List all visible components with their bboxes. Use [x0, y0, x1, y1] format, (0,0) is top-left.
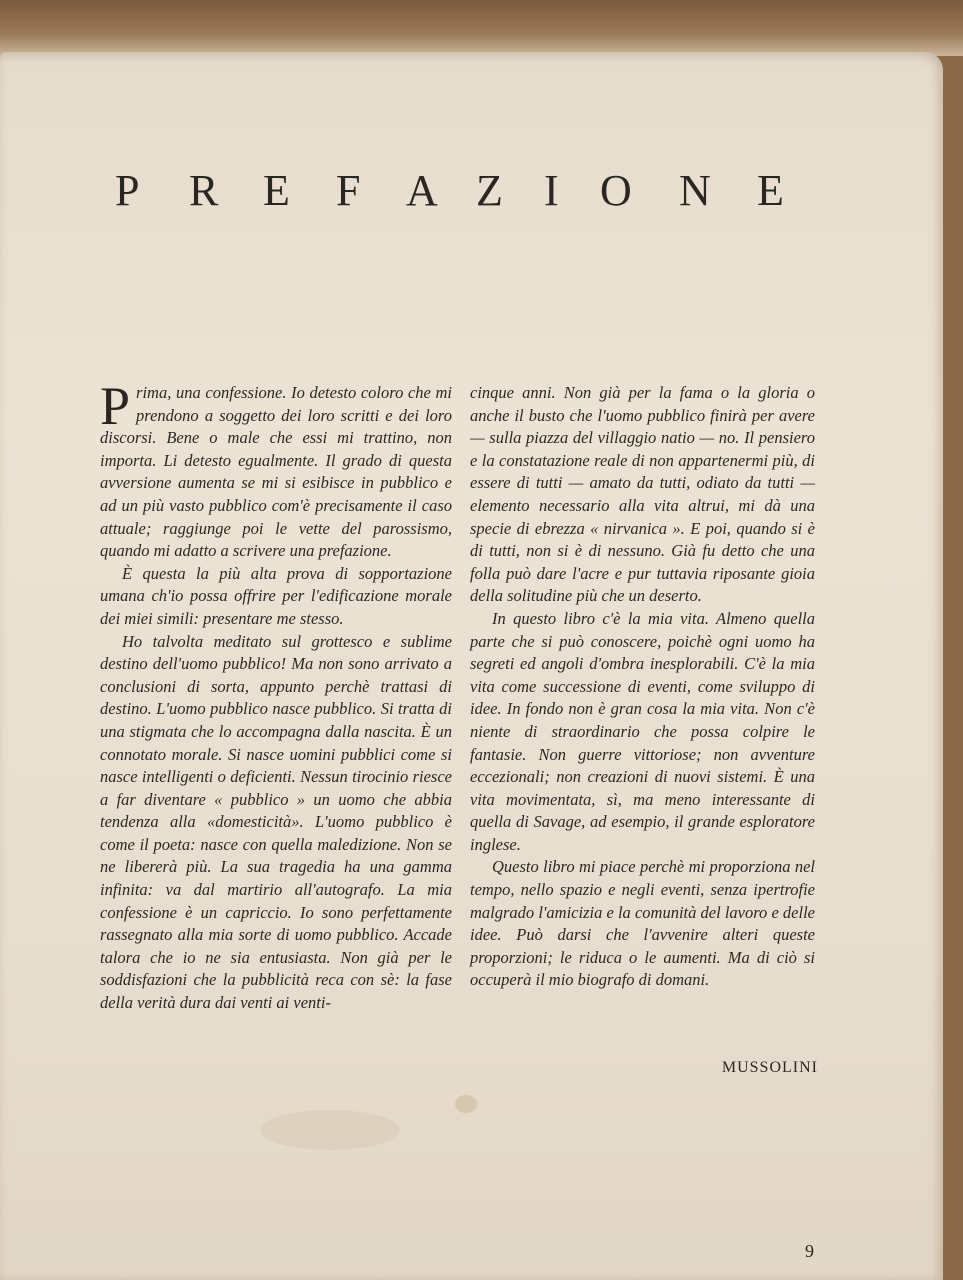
author-signature: MUSSOLINI: [721, 1059, 818, 1076]
title-letter: O: [600, 166, 632, 215]
page-number: 9: [805, 1241, 814, 1261]
paragraph: Ho talvolta meditato sul grottesco e sublime destino dell'uomo pubblico! Ma non sono arrivato a conclusioni di sorta, appunto perchè trattasi di destino. L'uomo pubblico nasce pubblico. Si tratta di una stigmata che lo accompagna dalla nascita. È un connotato morale. Si nasce uomini pubblici come si nasce intelligenti o deficienti. Nessun tirocinio riesce a far diventare « pubblico » un uomo che abbia tendenza alla «domesticità». L'uomo pubblico è come il poeta: nasce con quella maledizione. Non se ne libererà più. La sua tragedia ha una gamma infinita: va dal martirio all'autografo. La mia confessione è un capriccio. Io sono perfettamente rassegnato alla mia sorte di uomo pubblico. Accade talora che io ne sia entusiasta. Non già per le soddisfazioni che la pubblicità reca con sè: la fase della verità dura dai venti ai venti-: [100, 631, 452, 1013]
paragraph: In questo libro c'è la mia vita. Almeno quella parte che si può conoscere, poichè ogni uomo ha segreti ed angoli d'ombra inesplorabili. C'è la mia vita come successione di eventi, come sviluppo di idee. In fondo non è gran cosa la mia vita. Non c'è niente di straordinario che possa colpire le fantasie. Non guerre vittoriose; non avventure eccezionali; non creazioni di nuovi sistemi. È una vita movimentata, sì, ma meno interessante di quella di Savage, ad esempio, il grande esploratore inglese.: [470, 608, 815, 854]
left-column: [100, 376, 452, 1015]
paragraph-text: rima, una confessione. Io detesto coloro che mi prendono a soggetto dei loro scritti e dei loro discorsi. Bene o male che essi mi trattino, non importa. Li detesto egualmente. Il grado di questa avversione aumenta se mi si esibisce in pubblico e ad un più vasto pubblico com'è precisamente il caso attuale; raggiunge poi le vette del parossismo, quando mi adatto a scrivere una prefazione.: [100, 383, 452, 561]
stain: [260, 1110, 400, 1150]
drop-cap: P: [100, 376, 131, 436]
paragraph: [100, 376, 452, 563]
title-letter: E: [757, 166, 784, 215]
title-letter: R: [189, 166, 219, 215]
book-edge: [0, 0, 963, 56]
title-letter: I: [544, 166, 559, 215]
paragraph: Questo libro mi piace perchè mi proporziona nel tempo, nello spazio e negli eventi, senza ipertrofie malgrado l'amicizia e la comunità del lavoro e delle idee. Può darsi che l'avvenire alteri queste proporzioni; le riduca o le aumenti. Ma di ciò si occuperà il mio biografo di domani.: [470, 857, 815, 990]
title-letter: A: [406, 166, 438, 215]
right-column: [470, 382, 815, 992]
stain: [455, 1095, 477, 1113]
paragraph: cinque anni. Non già per la fama o la gloria o anche il busto che l'uomo pubblico finirà per avere — sulla piazza del villaggio natio — no. Il pensiero e la constatazione reale di non appartenermi più, di essere di tutti — amato da tutti, odiato da tutti — elemento necessario alla vita altrui, mi dà una specie di ebrezza « nirvanica ». E poi, quando si è di tutti, non si è di nessuno. Già fu detto che una folla può dare l'acre e pur tuttavia riposante gioia della solitudine più che un deserto.: [470, 383, 815, 606]
title-letter: E: [263, 166, 290, 215]
title-letter: N: [679, 166, 711, 215]
paragraph: È questa la più alta prova di sopportazione umana ch'io possa offrire per l'edificazione morale dei miei simili: presentare me stesso.: [100, 563, 452, 628]
title-letter: F: [336, 166, 361, 215]
title-letter: Z: [476, 166, 503, 215]
title-letter: P: [115, 166, 140, 215]
